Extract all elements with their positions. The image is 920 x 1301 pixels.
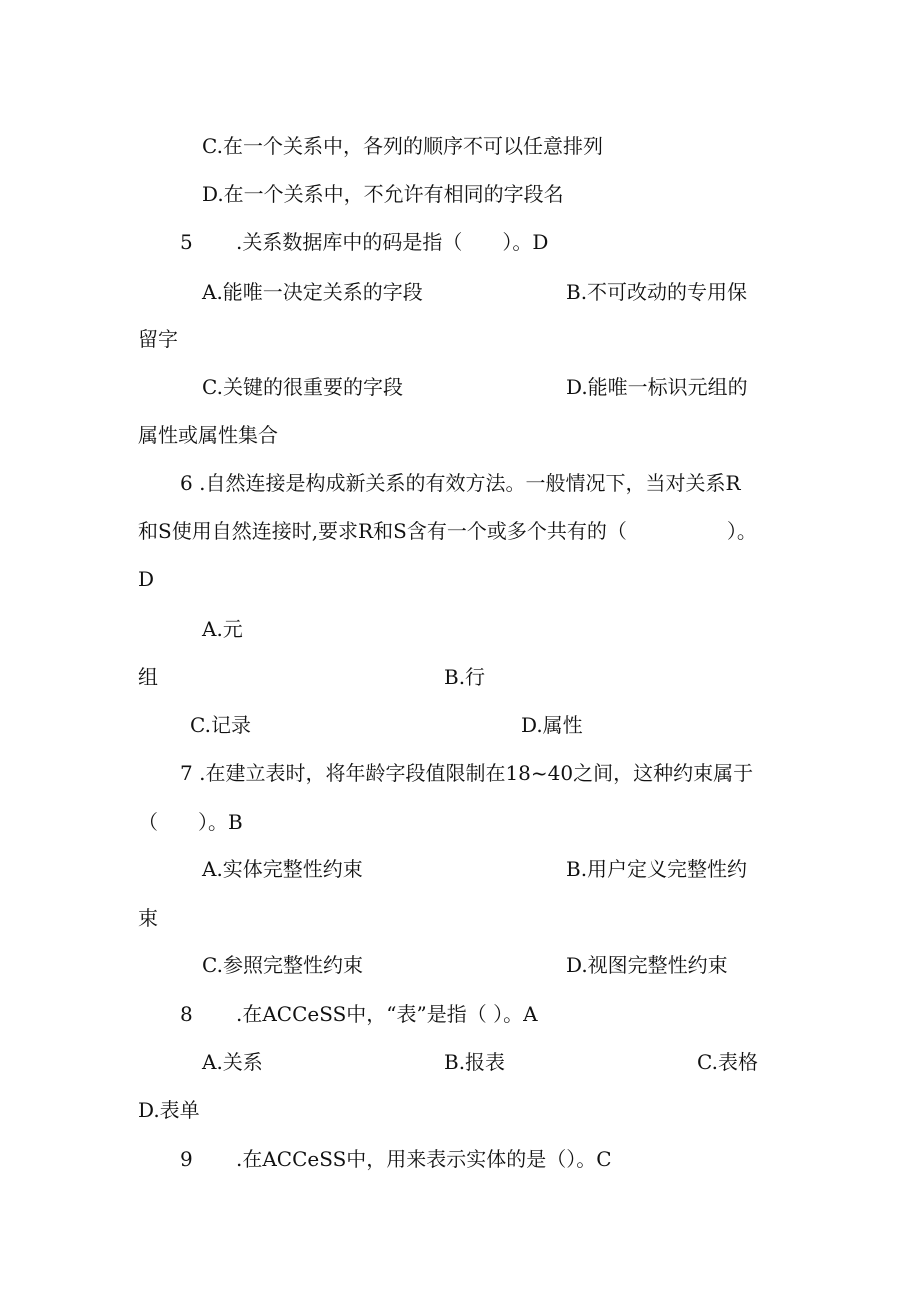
option-c: C.记录 [190, 713, 251, 737]
option-a: A.实体完整性约束 [202, 857, 363, 881]
option-continuation: 属性或属性集合 [138, 423, 278, 447]
question-text: （ ）。B [138, 810, 243, 834]
option-b: B.行 [444, 665, 486, 689]
question-number: 9 [180, 1147, 193, 1171]
option-a: A.关系 [202, 1050, 263, 1074]
question-number: 8 [180, 1002, 193, 1026]
option-b: B.用户定义完整性约 [566, 857, 748, 881]
question-number: 5 [180, 230, 193, 254]
answer-key: D [138, 567, 155, 591]
option-continuation: 束 [138, 906, 158, 930]
option-line: C.在一个关系中，各列的顺序不可以任意排列 [202, 134, 603, 158]
option-a: A.元 [202, 617, 243, 641]
option-d: D.表单 [138, 1098, 200, 1122]
option-d: D.属性 [521, 713, 583, 737]
question-text: .在ACCeSS中，“表”是指（ ）。A [236, 1002, 538, 1026]
question-text: 6 .自然连接是构成新关系的有效方法。一般情况下，当对关系R [180, 471, 741, 495]
option-c: C.关键的很重要的字段 [202, 375, 403, 399]
option-c: C.参照完整性约束 [202, 953, 363, 977]
option-b: B.报表 [444, 1050, 506, 1074]
question-text: 7 .在建立表时，将年龄字段值限制在18~40之间，这种约束属于 [180, 761, 754, 785]
option-a: A.能唯一决定关系的字段 [202, 280, 423, 304]
question-text: .关系数据库中的码是指（ ）。D [236, 230, 549, 254]
option-d: D.视图完整性约束 [566, 953, 728, 977]
option-continuation: 组 [138, 665, 158, 689]
option-b: B.不可改动的专用保 [566, 280, 748, 304]
option-line: D.在一个关系中，不允许有相同的字段名 [202, 182, 564, 206]
question-text: .在ACCeSS中，用来表示实体的是（）。C [236, 1147, 612, 1171]
option-c: C.表格 [697, 1050, 758, 1074]
question-text: 和S使用自然连接时,要求R和S含有一个或多个共有的（ ）。 [138, 519, 757, 543]
option-d: D.能唯一标识元组的 [566, 375, 748, 399]
option-continuation: 留字 [138, 327, 178, 351]
